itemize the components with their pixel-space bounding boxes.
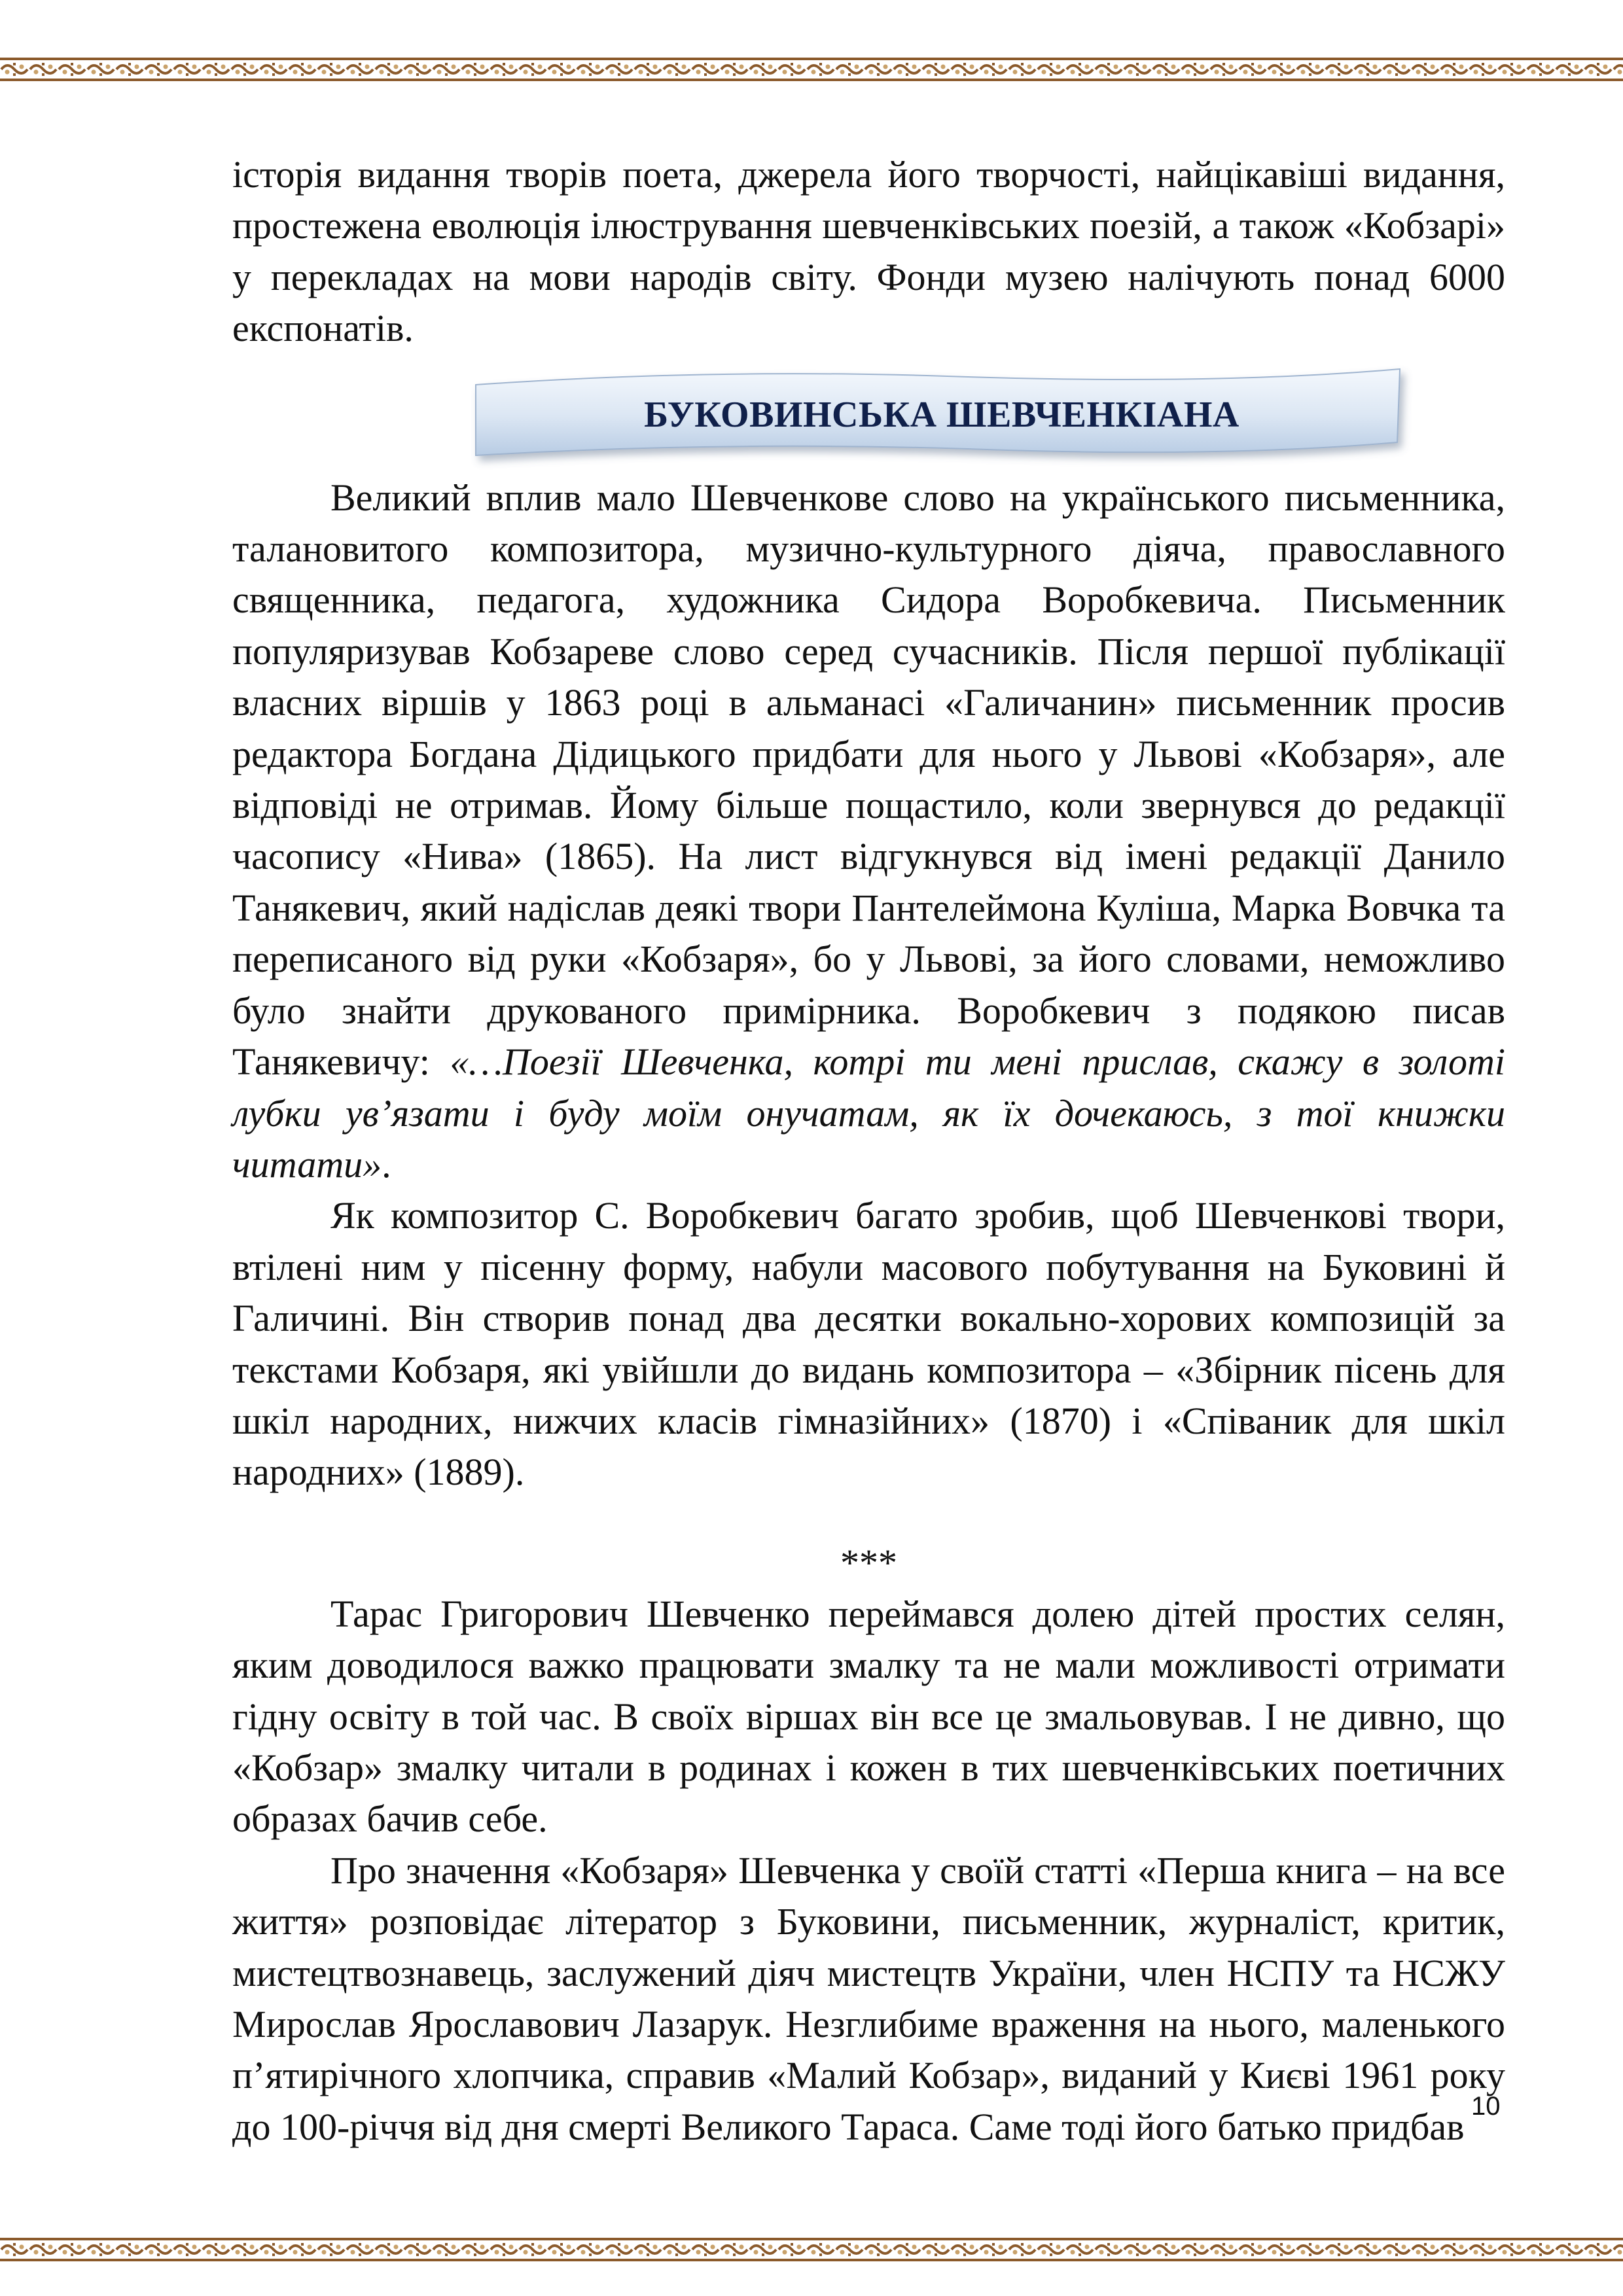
bottom-ornament-border xyxy=(0,2238,1623,2261)
page-number: 10 xyxy=(1471,2092,1501,2121)
paragraph-vorobkevych-1 xyxy=(232,472,1505,1191)
letter-quote: «…Поезії Шевченка, котрі ти мені прислав, скажу в золоті лубки ув’язати і буду моїм онучатам, як їх дочекаюсь, з тої книжки читати» xyxy=(232,1040,1505,1186)
section-heading-block xyxy=(232,360,1505,471)
paragraph-end: . xyxy=(382,1142,391,1186)
ornament-pattern-icon xyxy=(0,58,1623,81)
ornament-pattern-icon xyxy=(0,2238,1623,2261)
paragraph-lazaruk: Про значення «Кобзаря» Шевченка у своїй статті «Перша книга – на все життя» розповідає літератор з Буковини, письменник, журналіст, критик, мистецтвознавець, заслужений діяч мистецтв України, член НСПУ та НСЖУ Мирослав Ярославович Лазарук. Незглибиме враження на нього, маленького п’ятирічного хлопчика, справив «Малий Кобзар», виданий у Києві 1961 року до 100-річчя від дня смерті Великого Тараса. Саме тоді його батько придбав xyxy=(232,1848,1505,2148)
document-body xyxy=(232,149,1505,2153)
top-ornament-border xyxy=(0,58,1623,81)
paragraph-intro: історія видання творів поета, джерела його творчості, найцікавіші видання, простежена еволюція ілюстрування шевченківських поезій, а також «Кобзарі» у перекладах на мови народів світу. Фонди музею налічують понад 6000 експонатів. xyxy=(232,153,1505,350)
paragraph-text: Великий вплив мало Шевченкове слово на українського письменника, талановитого композитора, музично-культурного діяча, православного священника, педагога, художника Сидора Воробкевича. Письменник популяризував Кобзареве слово серед сучасників. Після першої публікації власних віршів у 1863 році в альманасі «Галичанин» письменник просив редактора Богдана Дідицького придбати для нього у Львові «Кобзаря», але відповіді не отримав. Йому більше пощастило, коли звернувся до редакції часопису «Нива» (1865). На лист відгукнувся від імені редакції Данило Танякевич, який надіслав деякі твори Пантелеймона Куліша, Марка Вовчка та переписаного від руки «Кобзаря», бо у Львові, за його словами, неможливо було знайти друкованого примірника. Воробкевич з подякою писав Танякевичу: xyxy=(232,476,1505,1084)
paragraph-vorobkevych-2: Як композитор С. Воробкевич багато зробив, щоб Шевченкові твори, втілені ним у пісенну форму, набули масового побутування на Буковині й Галичині. Він створив понад два десятки вокально-хорових композицій за текстами Кобзаря, які увійшли до видань композитора – «Збірник пісень для шкіл народних, нижчих класів гімназійних» (1870) і «Співаник для шкіл народних» (1889). xyxy=(232,1194,1505,1494)
paragraph-shevchenko-children: Тарас Григорович Шевченко переймався долею дітей простих селян, яким доводилося важко працювати змалку та не мали можливості отримати гідну освіту в той час. В своїх віршах він все це змальовував. І не дивно, що «Кобзар» змалку читали в родинах і кожен в тих шевченківських поетичних образах бачив себе. xyxy=(232,1592,1505,1841)
section-heading-title: БУКОВИНСЬКА ШЕВЧЕНКІАНА xyxy=(644,394,1240,435)
section-separator: *** xyxy=(840,1541,897,1584)
